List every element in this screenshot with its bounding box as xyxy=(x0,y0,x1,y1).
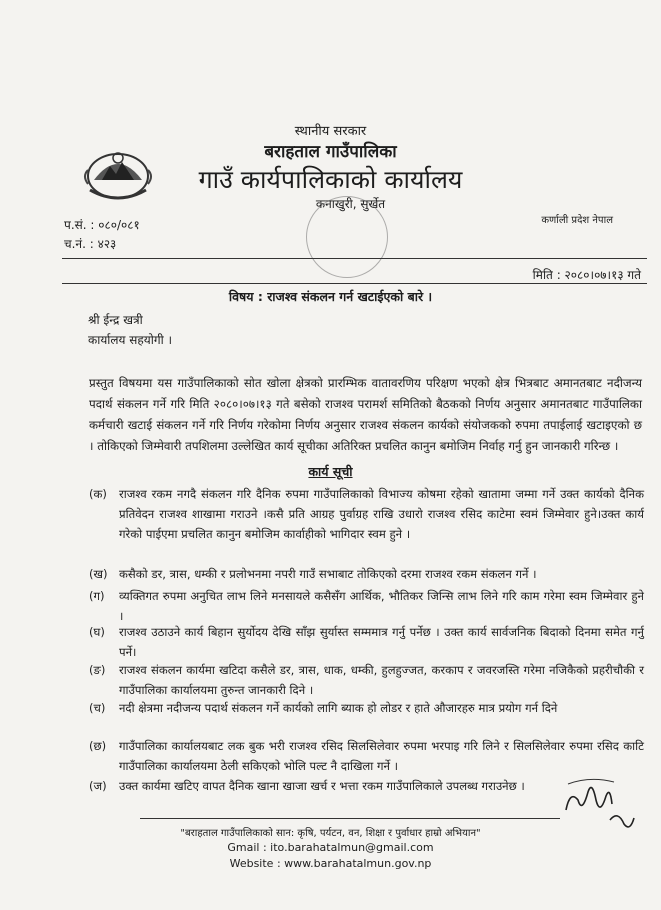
task-item xyxy=(89,698,644,718)
task-text: राजश्व संकलन कार्यमा खटिदा कसैले डर, त्रास, धाक, धम्की, हुलहुज्जत, करकाप र जवरजस्ति गरेमा नजिकैको प्रहरीचौकी र गाउँपालिका कार्यालयमा तुरुन्त जानकारी दिने । xyxy=(119,663,644,697)
letterhead-municipality: बराहताल गाउँपालिका xyxy=(264,142,397,162)
task-label: (ज) xyxy=(89,779,107,793)
task-text: गाउँपालिका कार्यालयबाट लक बुक भरी राजश्व रसिद सिलसिलेवार रुपमा भरपाइ गरि लिने र सिलसिलेवार रुपमा रसिद काटि गाउँपालिका कार्यालयमा ठेली सकिएको भोलि पल्ट नै दाखिला गर्ने । xyxy=(119,739,644,773)
task-item xyxy=(89,622,644,662)
letterhead-local-government: स्थानीय सरकार xyxy=(294,124,367,139)
task-label: (च) xyxy=(89,701,106,715)
letter-date: मिति : २०८०।०७।१३ गते xyxy=(532,268,641,282)
task-text: व्यक्तिगत रुपमा अनुचित लाभ लिने मनसायले कसैसँग आर्थिक, भौतिकर जिन्सि लाभ लिने गरि काम गरेमा स्वम जिम्मेवार हुने । xyxy=(119,589,644,623)
task-item xyxy=(89,586,644,626)
task-label: (ङ) xyxy=(89,663,106,677)
task-item xyxy=(89,660,644,700)
task-label: (ख) xyxy=(89,567,108,581)
footer-slogan: "बराहताल गाउँपालिकाको सान: कृषि, पर्यटन, वन, शिक्षा र पुर्वाधार हाम्रो अभियान" xyxy=(180,828,481,839)
task-label: (ग) xyxy=(89,589,105,603)
task-label: (छ) xyxy=(89,739,107,753)
addressee-title: कार्यालय सहयोगी । xyxy=(88,333,173,347)
letter-subject: विषय : राजश्व संकलन गर्न खटाईएको बारे । xyxy=(228,289,433,304)
task-label: (घ) xyxy=(89,625,105,639)
letterhead-office-name: गाउँ कार्यपालिकाको कार्यालय xyxy=(198,165,463,194)
task-item xyxy=(89,564,644,584)
task-text: राजश्व रकम नगदै संकलन गरि दैनिक रुपमा गाउँपालिकाको विभाज्य कोषमा रहेको खातामा जम्मा गर्ने उक्त कार्यको दैनिक प्रतिवेदन राजश्व शाखामा गराउने ।कसै प्रति आग्रह पुर्वाग्रह राखि उधारो राजश्व रसिद काटेमा स्वमं जिम्मेवार हुने।उक्त कार्य गरेको पाईएमा प्रचलित कानुन बमोजिम कार्वाहीको भागिदार स्वम हुने । xyxy=(119,487,644,541)
reference-chn: च.नं. : ४२३ xyxy=(64,237,117,251)
footer-divider xyxy=(140,818,560,819)
task-label: (क) xyxy=(89,487,107,501)
header-divider xyxy=(62,258,647,259)
addressee-name: श्री ईन्द्र खत्री xyxy=(88,313,143,327)
footer-website: Website : www.barahatalmun.gov.np xyxy=(229,857,432,870)
task-text: राजश्व उठाउने कार्य बिहान सुर्योदय देखि साँझ सुर्यास्त सम्ममात्र गर्नु पर्नेछ । उक्त कार्य सार्वजनिक बिदाको दिनमा समेत गर्नु पर्ने। xyxy=(119,625,644,659)
task-list-title: कार्य सूची xyxy=(308,464,353,479)
letterhead-location: कनाखुरी, सुर्खेत xyxy=(315,197,386,211)
letterhead-province: कर्णाली प्रदेश नेपाल xyxy=(541,215,613,226)
body-paragraph: प्रस्तुत विषयमा यस गाउँपालिकाको सोत खोला क्षेत्रको प्रारम्भिक वातावरणिय परिक्षण भएको क्षेत्र भित्रबाट अमानतबाट नदीजन्य पदार्थ संकलन गर्ने गरि मिति २०८०।०७।१३ गते बसेको राजश्व परामर्श समितिको बैठकको निर्णय अनुसार अमानतबाट गाउँपालिका कर्मचारी खटाई संकलन गर्ने गरि निर्णय गरेकोमा निर्णय अनुसार राजश्व संकलन कार्यको संयोजकको रुपमा तपाईलाई खटाइएको छ । तोकिएको जिम्मेवारी तपशिलमा उल्लेखित कार्य सूचीका अतिरिक्त प्रचलित कानुन बमोजिम निर्वाह गर्नु हुन जानकारी गरिन्छ । xyxy=(89,376,642,453)
task-text: नदी क्षेत्रमा नदीजन्य पदार्थ संकलन गर्ने कार्यको लागि ब्याक हो लोडर र हाते औजारहरु मात्र प्रयोग गर्न दिने xyxy=(119,701,558,715)
footer-gmail: Gmail : ito.barahatalmun@gmail.com xyxy=(227,841,434,854)
date-divider xyxy=(62,283,647,284)
task-item xyxy=(89,484,644,544)
office-seal-stamp xyxy=(306,196,388,278)
task-text: उक्त कार्यमा खटिए वापत दैनिक खाना खाजा खर्च र भत्ता रकम गाउँपालिकाले उपलब्ध गराउनेछ । xyxy=(119,779,525,793)
task-text: कसैको डर, त्रास, धम्की र प्रलोभनमा नपरी गाउँ सभाबाट तोकिएको दरमा राजश्व रकम संकलन गर्ने । xyxy=(119,567,537,581)
reference-ps: प.सं. : ०८०/०८१ xyxy=(64,218,140,232)
